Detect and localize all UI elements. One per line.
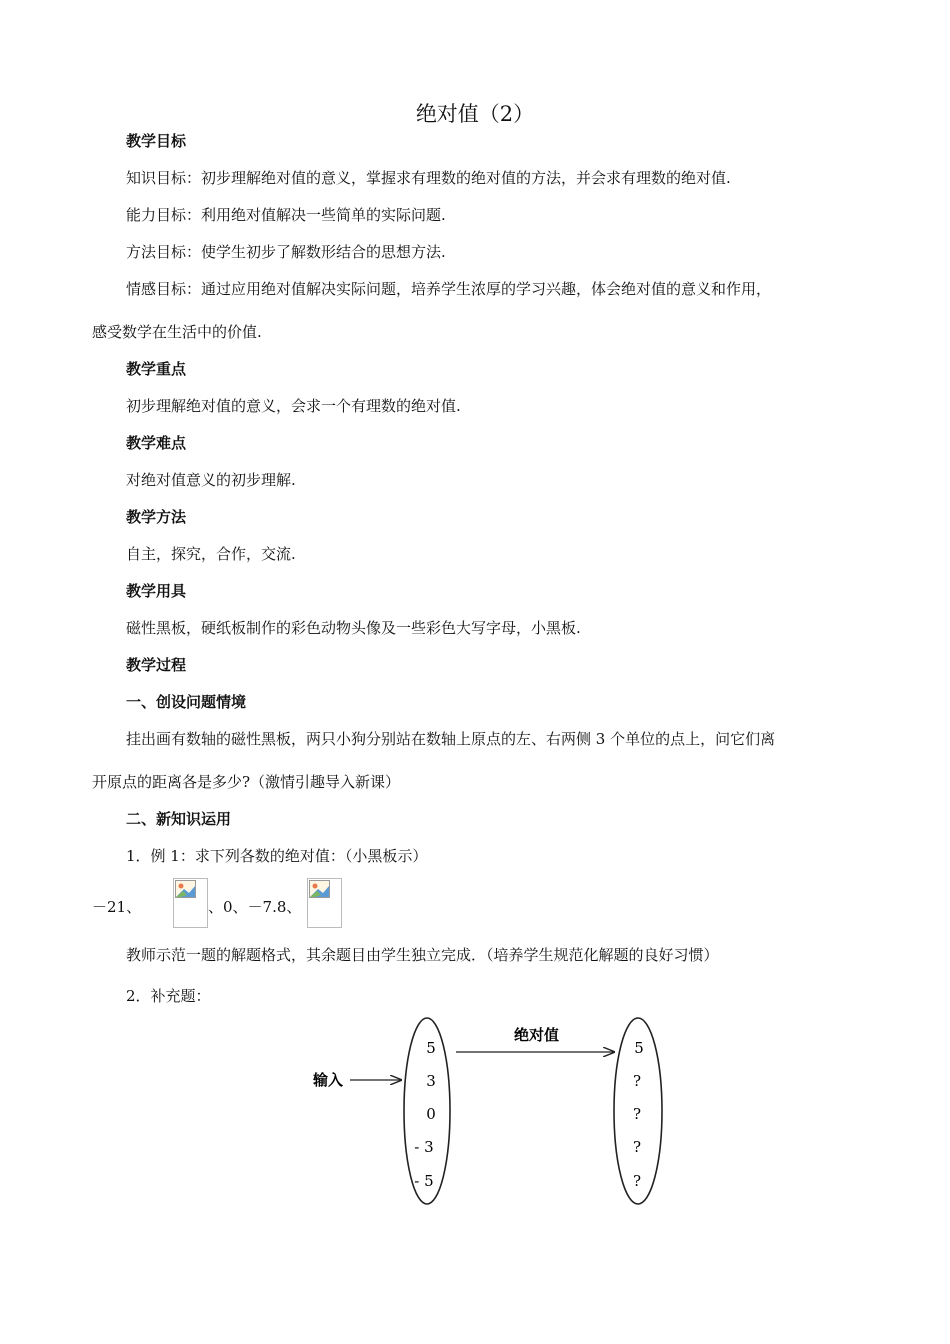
part1-heading: 一、创设问题情境 <box>126 693 247 711</box>
goals-heading: 教学目标 <box>126 132 187 150</box>
output-value: ? <box>632 1105 642 1123</box>
goal-method: 方法目标：使学生初步了解数形结合的思想方法. <box>126 243 446 261</box>
input-value: - 5 <box>414 1172 434 1190</box>
part2-heading: 二、新知识运用 <box>126 810 232 828</box>
input-value: 0 <box>426 1105 436 1123</box>
output-value: ? <box>632 1138 642 1156</box>
tools-heading: 教学用具 <box>126 582 187 600</box>
goal-emotion-line2: 感受数学在生活中的价值. <box>92 323 262 341</box>
input-value: - 3 <box>414 1138 434 1156</box>
process-heading: 教学过程 <box>126 656 187 674</box>
output-value: 5 <box>634 1039 644 1057</box>
output-value: ? <box>632 1172 642 1190</box>
method-heading: 教学方法 <box>126 508 187 526</box>
page-title: 绝对值（2） <box>415 102 535 126</box>
key-heading: 教学重点 <box>126 360 187 378</box>
arrow-label: 绝对值 <box>514 1026 560 1044</box>
example1-text: 1．例 1：求下列各数的绝对值：（小黑板示） <box>126 847 428 865</box>
broken-image-icon <box>175 880 197 900</box>
method-text: 自主，探究，合作，交流. <box>126 545 296 563</box>
difficulty-text: 对绝对值意义的初步理解. <box>126 471 296 489</box>
input-value: 5 <box>426 1039 436 1057</box>
goal-ability: 能力目标：利用绝对值解决一些简单的实际问题. <box>126 206 446 224</box>
goal-knowledge: 知识目标：初步理解绝对值的意义，掌握求有理数的绝对值的方法，并会求有理数的绝对值. <box>126 169 731 187</box>
input-label: 输入 <box>313 1071 344 1089</box>
numbers-part-b: 、0、－7.8、 <box>208 898 302 916</box>
difficulty-heading: 教学难点 <box>126 434 187 452</box>
output-ellipse <box>614 1018 662 1204</box>
fraction-image-placeholder-1 <box>173 878 208 928</box>
teacher-note: 教师示范一题的解题格式，其余题目由学生独立完成．（培养学生规范化解题的良好习惯） <box>126 946 719 964</box>
broken-image-icon <box>309 880 331 900</box>
key-text: 初步理解绝对值的意义，会求一个有理数的绝对值. <box>126 397 461 415</box>
input-ellipse <box>404 1018 450 1204</box>
goal-emotion-line1: 情感目标：通过应用绝对值解决实际问题，培养学生浓厚的学习兴趣，体会绝对值的意义和作用， <box>126 280 772 298</box>
fraction-image-placeholder-2 <box>307 878 342 928</box>
part1-text-line2: 开原点的距离各是多少?（激情引趣导入新课） <box>92 773 401 791</box>
supplement-heading: 2．补充题： <box>126 987 211 1005</box>
input-value: 3 <box>426 1072 436 1090</box>
tools-text: 磁性黑板，硬纸板制作的彩色动物头像及一些彩色大写字母，小黑板. <box>126 619 581 637</box>
numbers-part-a: －21、 <box>92 898 142 916</box>
output-value: ? <box>632 1072 642 1090</box>
part1-text-line1: 挂出画有数轴的磁性黑板，两只小狗分别站在数轴上原点的左、右两侧 3 个单位的点上，问它们离 <box>126 730 776 748</box>
